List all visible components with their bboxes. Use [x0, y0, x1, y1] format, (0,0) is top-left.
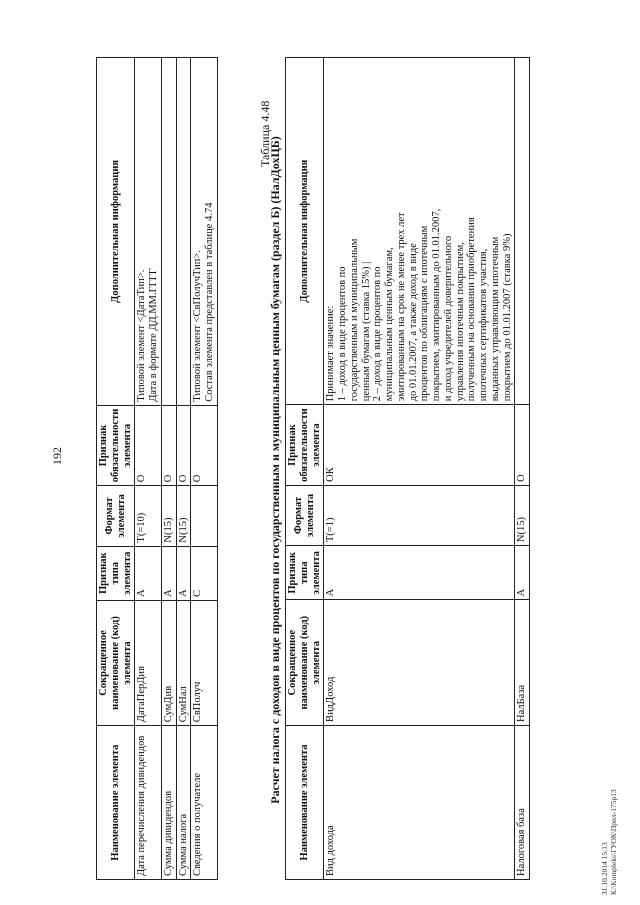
table-row	[161, 58, 176, 880]
header-info: Дополнительная информация	[286, 58, 324, 405]
cell-type: А	[324, 546, 515, 600]
cell-info	[135, 58, 162, 406]
header-required: Признак обязательности элемента	[286, 405, 324, 486]
header-name: Наименование элемента	[286, 725, 324, 879]
footer-date: 31.10.2014 15:13	[600, 842, 609, 895]
cell-short: СумНал	[176, 600, 191, 725]
header-short: Сокращенное наименование (код) элемента	[97, 600, 135, 725]
cell-format	[191, 486, 218, 546]
table-header-row	[286, 58, 324, 880]
header-name: Наименование элемента	[97, 726, 135, 880]
page-number: 192	[50, 447, 64, 465]
info-line: Дата в формате ДД.ММ.ГГГГ	[148, 268, 159, 402]
cell-name: Сумма налога	[176, 726, 191, 880]
info-line: 2 – доход в виде процентов по	[372, 266, 384, 402]
cell-name: Дата перечисления дивидендов	[135, 726, 162, 880]
info-line: 1 – доход в виде процентов по	[337, 266, 348, 402]
info-line: полученным на основании приобретения	[466, 217, 478, 402]
info-line: процентов по облигациям с ипотечным	[419, 225, 431, 402]
cell-info	[161, 58, 176, 406]
header-short: Сокращенное наименование (код) элемента	[286, 600, 324, 726]
table-row	[135, 58, 162, 880]
table-row	[515, 58, 530, 880]
info-line: выданных управляющим ипотечным	[489, 236, 501, 402]
cell-required: О	[161, 405, 176, 486]
cell-short: ВидДоход	[324, 600, 515, 726]
cell-type: А	[135, 546, 162, 600]
cell-format: T(=10)	[135, 486, 162, 546]
footer-path: К:\Kompleks\ГУОК\Прил-175р13	[609, 789, 619, 895]
cell-name: Вид дохода	[324, 725, 515, 879]
info-line: покрытием, эмитированным до 01.01.2007,	[431, 208, 442, 402]
cell-type: С	[191, 546, 218, 600]
cell-format: N(15)	[161, 486, 176, 546]
table-row	[191, 58, 218, 880]
table-caption-title: Расчет налога с доходов в виде процентов по государственным и муниципальным ценным бумагам (раздел Б) (НалДохЦБ)	[268, 136, 282, 804]
cell-short: ДатаПерДив	[135, 600, 162, 725]
header-info: Дополнительная информация	[97, 58, 135, 406]
cell-required: О	[135, 405, 162, 486]
cell-required: О	[176, 405, 191, 486]
info-line: Типовой элемент <ДатаТип>.	[136, 269, 148, 402]
cell-name: Налоговая база	[515, 725, 530, 879]
info-line: муниципальным ценным бумагам,	[384, 247, 395, 402]
header-type: Признак типа элемента	[97, 546, 135, 600]
table-row	[176, 58, 191, 880]
header-required: Признак обязательности элемента	[97, 405, 135, 486]
cell-type: А	[176, 546, 191, 600]
info-line: и доход учредителей доверительного	[442, 235, 454, 402]
table-caption-number: Таблица 4.48	[258, 100, 272, 167]
header-format: Формат элемента	[286, 485, 324, 545]
cell-type: А	[515, 546, 530, 600]
cell-short: СумДив	[161, 600, 176, 725]
cell-required: О	[191, 405, 218, 486]
cell-info	[191, 58, 218, 406]
cell-required: ОК	[324, 405, 515, 486]
cell-short: НалБаза	[515, 600, 530, 726]
table1-body	[135, 58, 218, 880]
header-type: Признак типа элемента	[286, 546, 324, 600]
info-line: ценным бумагам (ставка 15%) |	[360, 261, 372, 402]
cell-short: СвПолуч	[191, 600, 218, 725]
info-line: Типовой элемент <СвПолучТип>.	[192, 250, 204, 402]
table2-body	[324, 58, 530, 880]
info-line: Принимает значение:	[325, 305, 337, 402]
table-row	[324, 58, 515, 880]
cell-format: N(15)	[176, 486, 191, 546]
table-4-48	[285, 57, 530, 880]
cell-info	[176, 58, 191, 406]
cell-required: О	[515, 405, 530, 486]
info-line: государственным и муниципальным	[348, 238, 360, 402]
cell-info	[324, 58, 515, 405]
info-line: управления ипотечным покрытием,	[454, 242, 466, 402]
header-format: Формат элемента	[97, 486, 135, 546]
info-line: до 01.01.2007, а также доход в виде	[407, 243, 419, 402]
info-line: эмитированным на срок не менее трех лет	[395, 212, 407, 402]
file-footer	[600, 789, 619, 895]
info-line: Состав элемента представлен в таблице 4.74	[204, 202, 215, 402]
info-line: ипотечных сертификатов участия,	[478, 248, 489, 402]
cell-info	[515, 58, 530, 405]
table-header-row	[97, 58, 135, 880]
cell-name: Сведения о получателе	[191, 726, 218, 880]
cell-name: Сумма дивидендов	[161, 726, 176, 880]
table-4-47-continuation	[96, 57, 218, 880]
cell-type: А	[161, 546, 176, 600]
cell-format: T(=1)	[324, 485, 515, 545]
cell-format: N(15)	[515, 485, 530, 545]
info-line: покрытием до 01.01.2007 (ставка 9%)	[501, 233, 513, 402]
